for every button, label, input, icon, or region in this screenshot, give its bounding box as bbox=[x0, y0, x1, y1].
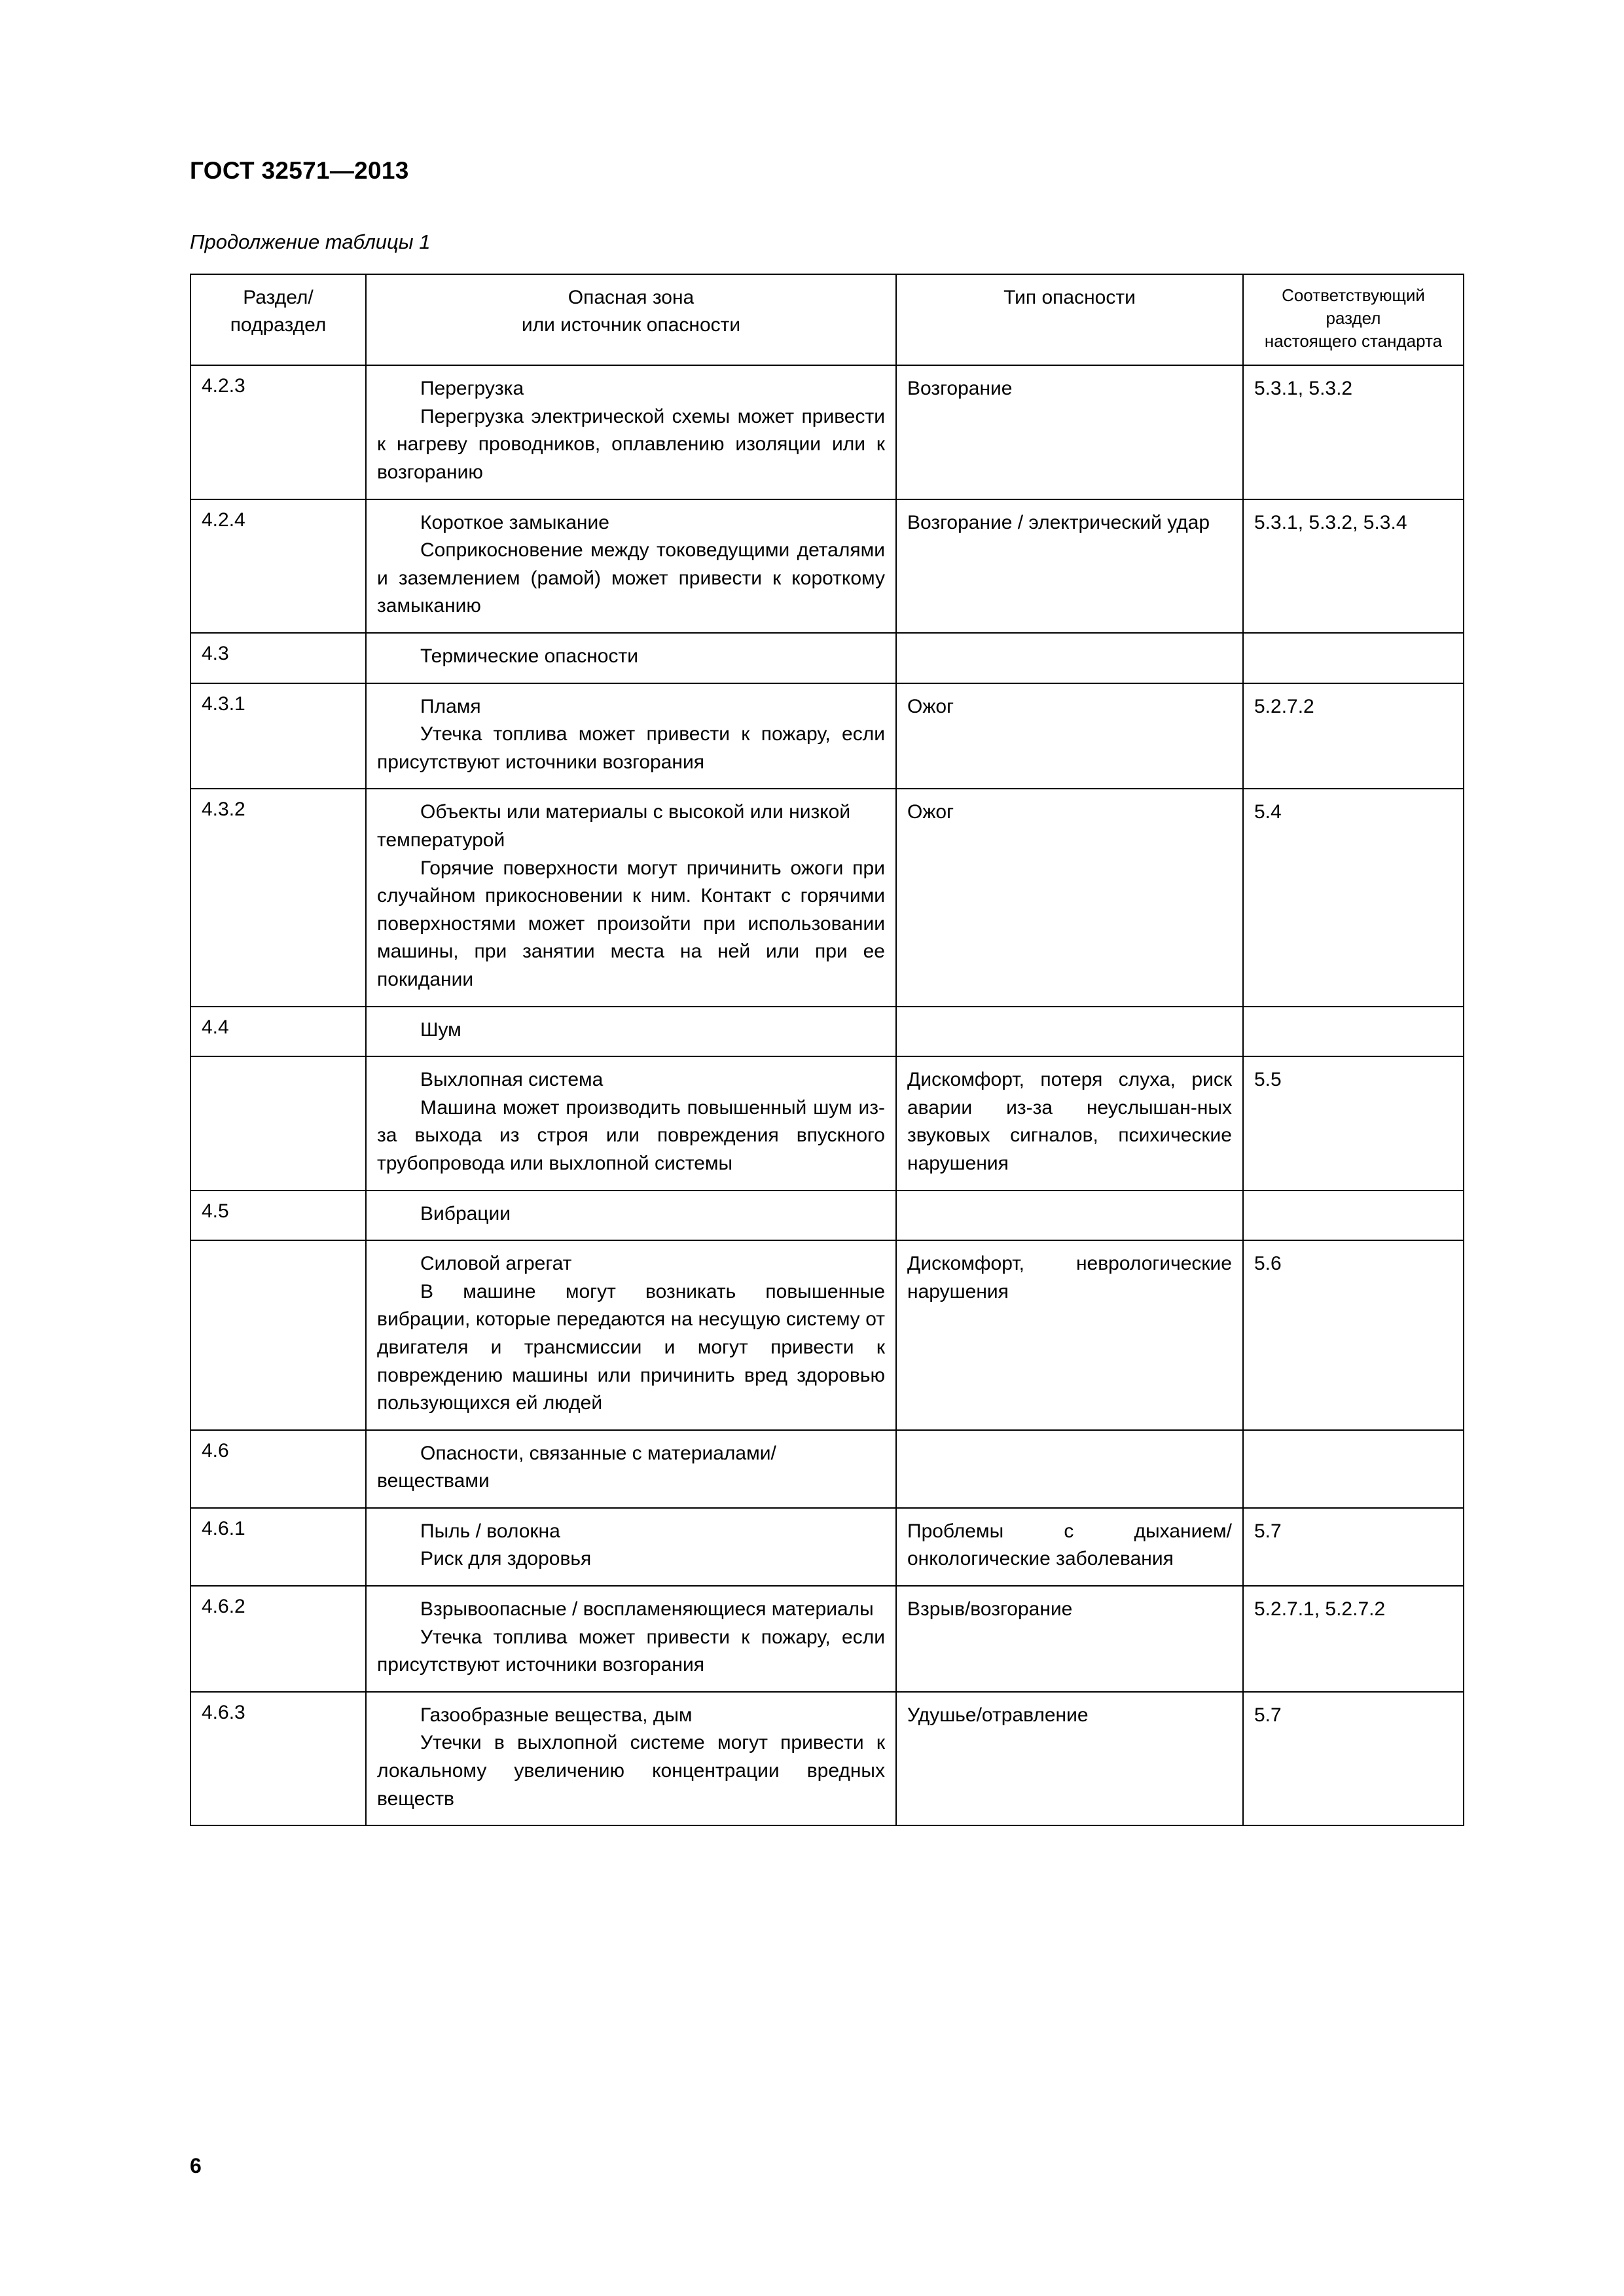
row-reference: 5.3.1, 5.3.2 bbox=[1243, 365, 1464, 499]
row-section: 4.2.4 bbox=[190, 499, 366, 633]
row-hazard-type: Взрыв/возгорание bbox=[896, 1586, 1243, 1692]
header-cell-hazard-zone bbox=[366, 274, 896, 365]
row-section bbox=[190, 1240, 366, 1430]
table-row bbox=[190, 633, 1464, 683]
row-hazard-body: Машина может производить повышенный шум из-за выхода из строя или повреждения впускного трубопровода или выхлопной системы bbox=[377, 1096, 885, 1174]
row-reference: 5.6 bbox=[1243, 1240, 1464, 1430]
row-hazard-body: Утечка топлива может привести к пожару, если присутствуют источники возгорания bbox=[377, 723, 885, 773]
row-reference bbox=[1243, 1430, 1464, 1508]
row-hazard bbox=[366, 1430, 896, 1508]
row-section: 4.5 bbox=[190, 1191, 366, 1241]
table-header bbox=[190, 274, 1464, 365]
table-row bbox=[190, 1586, 1464, 1692]
hazard-table bbox=[190, 274, 1464, 1826]
header-cell-hazard-type bbox=[896, 274, 1243, 365]
header-cell-section bbox=[190, 274, 366, 365]
header-hazard-zone-line1: Опасная зона bbox=[568, 287, 695, 308]
row-hazard-body: В машине могут возникать повышенные вибрации, которые передаются на несущую систему от двигателя и трансмиссии и могут привести к повреждению машины или причинить вред здоровью пользующихся ей людей bbox=[377, 1280, 885, 1414]
row-hazard-type: Возгорание bbox=[896, 365, 1243, 499]
row-hazard-type bbox=[896, 1007, 1243, 1057]
row-section: 4.2.3 bbox=[190, 365, 366, 499]
header-reference-line1: Соответствующий раздел bbox=[1282, 285, 1425, 329]
row-reference: 5.7 bbox=[1243, 1692, 1464, 1825]
row-section: 4.6.1 bbox=[190, 1508, 366, 1586]
table-row bbox=[190, 683, 1464, 789]
table-body bbox=[190, 365, 1464, 1825]
row-reference bbox=[1243, 1007, 1464, 1057]
row-hazard bbox=[366, 1056, 896, 1190]
row-section: 4.4 bbox=[190, 1007, 366, 1057]
header-cell-reference bbox=[1243, 274, 1464, 365]
row-hazard-type bbox=[896, 1430, 1243, 1508]
row-hazard-title: Опасности, связанные с материалами/ веществами bbox=[377, 1442, 776, 1492]
standard-title: ГОСТ 32571—2013 bbox=[190, 157, 409, 184]
table-caption: Продолжение таблицы 1 bbox=[190, 230, 431, 253]
header-section-line2: подраздел bbox=[230, 314, 327, 336]
row-section: 4.6 bbox=[190, 1430, 366, 1508]
row-hazard-body: Горячие поверхности могут причинить ожоги при случайном прикосновении к ним. Контакт с горячими поверхностями может произойти при использовании машины, при занятии места на ней или при ее покидании bbox=[377, 857, 885, 990]
row-hazard-type: Удушье/отравление bbox=[896, 1692, 1243, 1825]
table-row bbox=[190, 1191, 1464, 1241]
row-hazard-title: Термические опасности bbox=[420, 645, 638, 668]
header-section-line1: Раздел/ bbox=[243, 287, 314, 308]
row-hazard bbox=[366, 789, 896, 1006]
row-hazard-body: Утечки в выхлопной системе могут привести к локальному увеличению концентрации вредных веществ bbox=[377, 1732, 885, 1810]
row-reference: 5.7 bbox=[1243, 1508, 1464, 1586]
row-hazard-title: Силовой агрегат bbox=[420, 1253, 572, 1275]
row-reference: 5.5 bbox=[1243, 1056, 1464, 1190]
row-hazard bbox=[366, 1191, 896, 1241]
row-hazard-title: Перегрузка bbox=[420, 378, 524, 400]
row-hazard-type: Возгорание / электрический удар bbox=[896, 499, 1243, 633]
row-section: 4.6.2 bbox=[190, 1586, 366, 1692]
row-hazard-title: Газообразные вещества, дым bbox=[420, 1704, 693, 1726]
row-hazard-title: Пламя bbox=[420, 695, 481, 717]
row-hazard-type: Ожог bbox=[896, 789, 1243, 1006]
table-row bbox=[190, 1056, 1464, 1190]
page-number: 6 bbox=[190, 2154, 202, 2178]
row-hazard-title: Шум bbox=[420, 1018, 461, 1041]
table-row bbox=[190, 789, 1464, 1006]
table-row bbox=[190, 1007, 1464, 1057]
row-hazard bbox=[366, 365, 896, 499]
row-hazard-title: Вибрации bbox=[420, 1202, 511, 1225]
row-section bbox=[190, 1056, 366, 1190]
row-hazard bbox=[366, 1007, 896, 1057]
header-reference-line2: настоящего стандарта bbox=[1264, 331, 1443, 351]
row-hazard bbox=[366, 499, 896, 633]
table-row bbox=[190, 1692, 1464, 1825]
row-hazard bbox=[366, 1240, 896, 1430]
row-hazard bbox=[366, 1586, 896, 1692]
row-section: 4.6.3 bbox=[190, 1692, 366, 1825]
row-hazard-type bbox=[896, 1191, 1243, 1241]
row-reference: 5.2.7.1, 5.2.7.2 bbox=[1243, 1586, 1464, 1692]
table-header-row bbox=[190, 274, 1464, 365]
header-hazard-type-line1: Тип опасности bbox=[1003, 287, 1136, 308]
row-reference bbox=[1243, 1191, 1464, 1241]
row-hazard-type: Ожог bbox=[896, 683, 1243, 789]
row-hazard bbox=[366, 1692, 896, 1825]
row-section: 4.3.2 bbox=[190, 789, 366, 1006]
header-hazard-zone-line2: или источник опасности bbox=[521, 314, 741, 336]
row-hazard-type: Проблемы с дыханием/ онкологические заболевания bbox=[896, 1508, 1243, 1586]
row-hazard-title: Короткое замыкание bbox=[420, 511, 609, 533]
row-hazard-type: Дискомфорт, потеря слуха, риск аварии из-за неуслышан-ных звуковых сигналов, психические нарушения bbox=[896, 1056, 1243, 1190]
table-row bbox=[190, 1508, 1464, 1586]
row-hazard-title: Пыль / волокна bbox=[420, 1520, 560, 1542]
row-hazard-type bbox=[896, 633, 1243, 683]
row-hazard-body: Утечка топлива может привести к пожару, если присутствуют источники возгорания bbox=[377, 1626, 885, 1676]
table-row bbox=[190, 499, 1464, 633]
row-hazard bbox=[366, 683, 896, 789]
row-hazard bbox=[366, 633, 896, 683]
row-reference bbox=[1243, 633, 1464, 683]
row-reference: 5.4 bbox=[1243, 789, 1464, 1006]
row-hazard-title: Взрывоопасные / воспламеняющиеся материалы bbox=[420, 1598, 874, 1621]
row-hazard-body: Соприкосновение между токоведущими деталями и заземлением (рамой) может привести к короткому замыканию bbox=[377, 539, 885, 617]
table-row bbox=[190, 1430, 1464, 1508]
row-reference: 5.2.7.2 bbox=[1243, 683, 1464, 789]
row-hazard bbox=[366, 1508, 896, 1586]
row-hazard-body: Риск для здоровья bbox=[420, 1548, 592, 1570]
row-reference: 5.3.1, 5.3.2, 5.3.4 bbox=[1243, 499, 1464, 633]
table-row bbox=[190, 365, 1464, 499]
row-hazard-type: Дискомфорт, неврологические нарушения bbox=[896, 1240, 1243, 1430]
row-section: 4.3 bbox=[190, 633, 366, 683]
row-hazard-body: Перегрузка электрической схемы может привести к нагреву проводников, оплавлению изоляции или к возгоранию bbox=[377, 405, 885, 484]
row-section: 4.3.1 bbox=[190, 683, 366, 789]
row-hazard-title: Выхлопная система bbox=[420, 1069, 604, 1091]
row-hazard-title: Объекты или материалы с высокой или низкой температурой bbox=[377, 801, 851, 851]
table-row bbox=[190, 1240, 1464, 1430]
